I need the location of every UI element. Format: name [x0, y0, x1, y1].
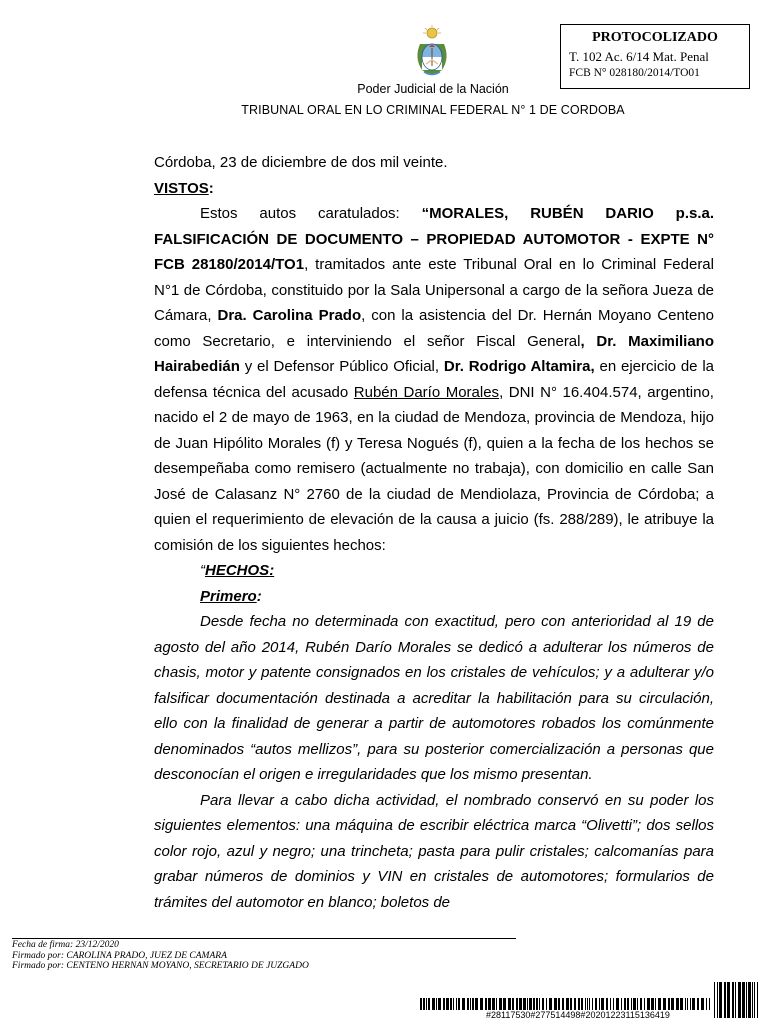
signature-date: Fecha de firma: 23/12/2020 [12, 940, 119, 950]
barcode [420, 998, 712, 1010]
paragraph-vistos: Estos autos caratulados: “MORALES, RUBÉN DARIO p.s.a. FALSIFICACIÓN DE DOCUMENTO – PROPIEDAD AUTOMOTOR - EXPTE N° FCB 28180/2014/TO1, tramitados ante este Tribunal Oral en lo Criminal Federal N°1 de Córdoba, constituido por la Sala Unipersonal a cargo de la señora Jueza de Cámara, Dra. Carolina Prado, con la asistencia del Dr. Hernán Moyano Centeno como Secretario, e interviniendo el señor Fiscal General, Dr. Maximiliano Hairabedián y el Defensor Público Oficial, Dr. Rodrigo Altamira, en ejercicio de la defensa técnica del acusado Rubén Darío Morales, DNI N° 16.404.574, argentino, nacido el 2 de mayo de 1963, en la ciudad de Mendoza, provincia de Mendoza, hijo de Juan Hipólito Morales (f) y Teresa Nogués (f), quien a la fecha de los hechos se desempeñaba como remisero (actualmente no trabaja), con domicilio en calle San José de Calasanz N° 2760 de la ciudad de Mendiolaza, Provincia de Córdoba; a quien el requerimiento de elevación de la causa a juicio (fs. 288/289), le atribuye la comisión de los siguientes hechos: [154, 205, 715, 554]
barcode-text: #28117530#277514498#20201223115136419 [486, 1010, 670, 1020]
coat-of-arms-emblem [412, 24, 452, 80]
document-body [154, 150, 714, 915]
tribunal-heading: TRIBUNAL ORAL EN LO CRIMINAL FEDERAL N° 1 DE CORDOBA [241, 103, 625, 117]
paragraph-elementos: Para llevar a cabo dicha actividad, el nombrado conservó en su poder los siguientes elementos: una máquina de escribir eléctrica marca “Olivetti”; dos sellos color rojo, azul y negro; una trincheta; pasta para pulir cristales; calcomanías para grabar números de dominios y VIN en cristales de automotores; formularios de trámites del automotor en blanco; boletos de [154, 791, 714, 911]
signature-block [12, 940, 309, 972]
primero-heading: Primero: [200, 587, 262, 605]
stamp-title: PROTOCOLIZADO [592, 30, 718, 45]
stamp-line-2: FCB N° 028180/2014/TO01 [569, 67, 700, 79]
protocol-stamp [560, 24, 750, 89]
date-line: Córdoba, 23 de diciembre de dos mil veinte. [154, 154, 448, 171]
signer-1: Firmado por: CAROLINA PRADO, JUEZ DE CAMARA [12, 950, 227, 961]
paragraph-primero: Desde fecha no determinada con exactitud, pero con anterioridad al 19 de agosto del año 2014, Rubén Darío Morales se dedicó a adulterar los números de chasis, motor y patente consignados en los cristales de vehículos; y a adulterar y/o falsificar documentación destinada a acreditar la habilitación para su circulación, ello con la finalidad de generar a partir de automotores robados los comúnmente denominados “autos mellizos”, para su posterior comercialización a personas que desconocían el origen e irregularidades que los mismo presentan. [154, 613, 714, 783]
barcode-2d-marker [714, 982, 758, 1018]
signer-2: Firmado por: CENTENO HERNAN MOYANO, SECRETARIO DE JUZGADO [12, 961, 309, 971]
vistos-heading: VISTOS: [154, 179, 214, 197]
hechos-heading: “HECHOS: [200, 562, 275, 579]
court-name: Poder Judicial de la Nación [357, 82, 509, 96]
stamp-line-1: T. 102 Ac. 6/14 Mat. Penal [569, 49, 709, 64]
footer-rule [12, 938, 516, 939]
